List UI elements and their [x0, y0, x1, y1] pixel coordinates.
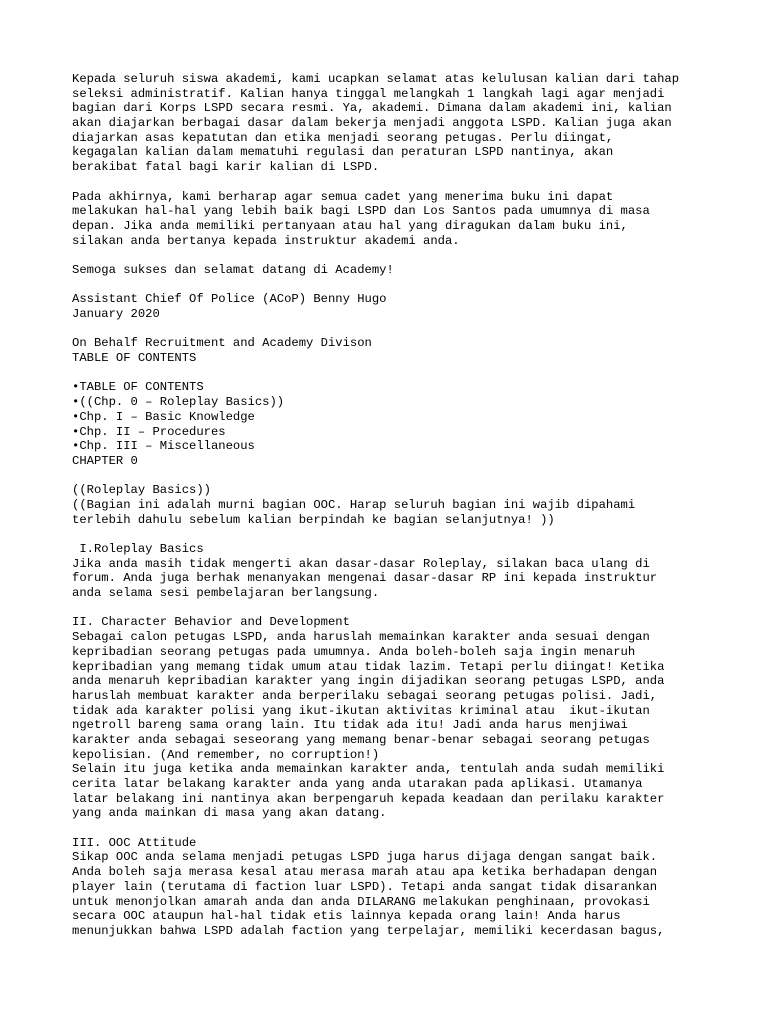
text-line: Anda boleh saja merasa kesal atau merasa marah atau apa ketika berhadapan dengan	[72, 865, 658, 880]
text-line	[72, 175, 712, 190]
text-line: TABLE OF CONTENTS	[72, 351, 197, 366]
text-line: Selain itu juga ketika anda memainkan karakter anda, tentulah anda sudah memiliki	[72, 762, 665, 777]
text-line: cerita latar belakang karakter anda yang anda utarakan pada aplikasi. Utamanya	[72, 777, 643, 791]
text-line: yang anda mainkan di masa yang akan datang.	[72, 806, 387, 821]
text-line: •TABLE OF CONTENTS	[72, 380, 204, 395]
text-line: berakibat fatal bagi karir kalian di LSPD.	[72, 160, 380, 175]
text-line: Jika anda masih tidak mengerti akan dasar-dasar Roleplay, silakan baca ulang di	[72, 556, 650, 571]
text-line: anda selama sesi pembelajaran berlangsung.	[72, 586, 380, 601]
text-line: III. OOC Attitude	[72, 835, 197, 850]
text-line: ((Roleplay Basics))	[72, 483, 211, 498]
text-line: karakter anda sebagai seseorang yang memang benar-benar sebagai seorang petugas	[72, 732, 650, 747]
text-line: menunjukkan bahwa LSPD adalah faction yang terpelajar, memiliki kecerdasan bagus,	[72, 923, 665, 938]
text-line: kepribadian yang memang tidak umum atau tidak lazim. Tetapi perlu diingat! Ketika	[72, 659, 665, 674]
text-line: melakukan hal-hal yang lebih baik bagi LSPD dan Los Santos pada umumnya di masa	[72, 204, 650, 219]
text-line: untuk menonjolkan amarah anda dan anda DILARANG melakukan penghinaan, provokasi	[72, 894, 650, 909]
text-line: kegagalan kalian dalam mematuhi regulasi dan peraturan LSPD nantinya, akan	[72, 145, 614, 160]
text-line: forum. Anda juga berhak menanyakan mengenai dasar-dasar RP ini kepada instruktur	[72, 571, 658, 586]
text-line: •Chp. II – Procedures	[72, 424, 226, 439]
text-line: •Chp. III – Miscellaneous	[72, 439, 255, 454]
text-line: Pada akhirnya, kami berharap agar semua cadet yang menerima buku ini dapat	[72, 189, 614, 204]
text-line	[72, 601, 712, 616]
text-line	[72, 527, 712, 542]
text-line: Assistant Chief Of Police (ACoP) Benny Hugo	[72, 292, 387, 307]
text-line: haruslah membuat karakter anda berperilaku sebagai seorang petugas polisi. Jadi,	[72, 688, 658, 703]
document-page	[72, 72, 712, 939]
text-line: January 2020	[72, 307, 160, 321]
text-line: On Behalf Recruitment and Academy Divison	[72, 336, 372, 351]
text-line: seleksi administratif. Kalian hanya tinggal melangkah 1 langkah lagi agar menjadi	[72, 86, 665, 101]
text-line: anda menaruh kepribadian karakter yang ingin dijadikan seorang petugas LSPD, anda	[72, 674, 665, 689]
text-line: diajarkan asas kepatutan dan etika menjadi seorang petugas. Perlu diingat,	[72, 130, 614, 145]
text-line: ((Bagian ini adalah murni bagian OOC. Harap seluruh bagian ini wajib dipahami	[72, 497, 636, 512]
text-line	[72, 248, 712, 263]
text-line: II. Character Behavior and Development	[72, 615, 350, 630]
text-line	[72, 322, 712, 337]
text-line: kepribadian seorang petugas pada umumnya. Anda boleh-boleh saja ingin menaruh	[72, 644, 636, 659]
text-line: I.Roleplay Basics	[72, 542, 204, 556]
text-line	[72, 469, 712, 484]
text-line: player lain (terutama di faction luar LSPD). Tetapi anda sangat tidak disarankan	[72, 879, 658, 894]
text-line	[72, 278, 712, 293]
text-line: Sebagai calon petugas LSPD, anda haruslah memainkan karakter anda sesuai dengan	[72, 630, 650, 645]
text-line: terlebih dahulu sebelum kalian berpindah ke bagian selanjutnya! ))	[72, 512, 555, 527]
text-line: Sikap OOC anda selama menjadi petugas LSPD juga harus dijaga dengan sangat baik.	[72, 850, 658, 865]
text-line: •((Chp. 0 – Roleplay Basics))	[72, 395, 285, 410]
text-line: •Chp. I – Basic Knowledge	[72, 409, 255, 424]
text-line: secara OOC ataupun hal-hal tidak etis lainnya kepada orang lain! Anda harus	[72, 909, 621, 924]
text-line	[72, 821, 712, 836]
text-line: depan. Jika anda memiliki pertanyaan atau hal yang diragukan dalam buku ini,	[72, 218, 628, 233]
text-line: Kepada seluruh siswa akademi, kami ucapkan selamat atas kelulusan kalian dari tahap	[72, 72, 680, 86]
text-line: bagian dari Korps LSPD secara resmi. Ya, akademi. Dimana dalam akademi ini, kalian	[72, 101, 672, 116]
text-line: akan diajarkan berbagai dasar dalam bekerja menjadi anggota LSPD. Kalian juga akan	[72, 116, 672, 131]
text-line: ngetroll bareng sama orang lain. Itu tidak ada itu! Jadi anda harus menjiwai	[72, 718, 628, 733]
text-line: silakan anda bertanya kepada instruktur akademi anda.	[72, 233, 460, 248]
text-line: latar belakang ini nantinya akan berpengaruh kepada keadaan dan perilaku karakter	[72, 791, 665, 806]
text-line	[72, 366, 712, 381]
text-line: CHAPTER 0	[72, 453, 138, 468]
text-line: tidak ada karakter polisi yang ikut-ikutan aktivitas kriminal atau ikut-ikutan	[72, 703, 650, 718]
text-line: kepolisian. (And remember, no corruption!)	[72, 747, 380, 762]
text-line: Semoga sukses dan selamat datang di Academy!	[72, 262, 394, 277]
